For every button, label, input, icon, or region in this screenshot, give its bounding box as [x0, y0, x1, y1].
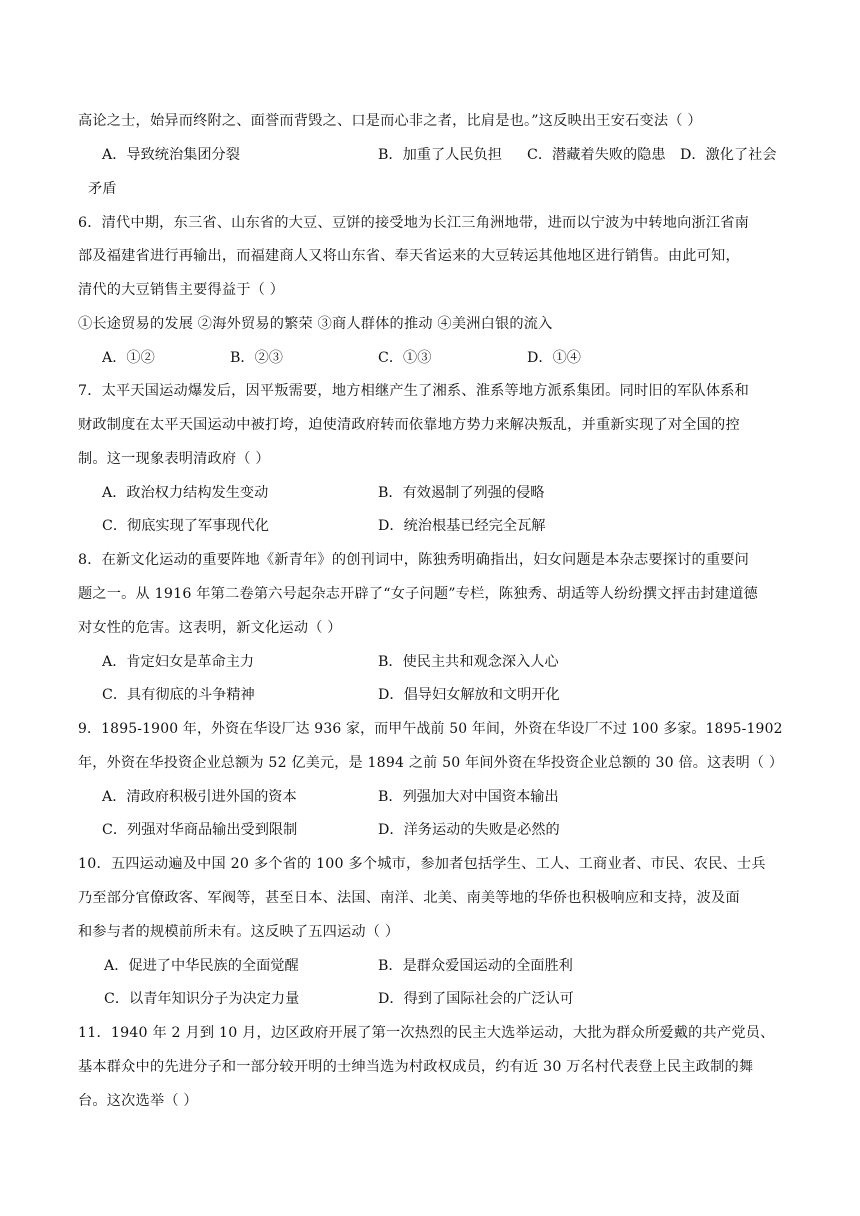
question-6-stem-line: 6．清代中期，东三省、山东省的大豆、豆饼的接受地为长江三角洲地带，进而以宁波为中转地向浙江省南	[78, 215, 750, 231]
question-9-option-d: D．洋务运动的失败是必然的	[378, 822, 560, 838]
question-8-stem-line: 8．在新文化运动的重要阵地《新青年》的创刊词中，陈独秀明确指出，妇女问题是本杂志要探讨的重要问	[78, 552, 750, 568]
question-10-stem-line: 和参与者的规模前所未有。这反映了五四运动（ ）	[78, 924, 400, 940]
question-9-option-a: A．清政府积极引进外国的资本	[102, 789, 297, 805]
question-5-option-a: A．导致统治集团分裂	[102, 147, 240, 163]
question-6-option-a: A．①②	[102, 350, 155, 366]
question-7-stem-line: 7．太平天国运动爆发后，因平叛需要，地方相继产生了湘系、淮系等地方派系集团。同时旧的军队体系和	[78, 383, 750, 399]
question-8-option-c: C．具有彻底的斗争精神	[102, 687, 255, 703]
question-7-stem-line: 财政制度在太平天国运动中被打垮，迫使清政府转而依靠地方势力来解决叛乱，并重新实现了对全国的控	[78, 417, 740, 433]
question-7-option-d: D．统治根基已经完全瓦解	[378, 518, 546, 534]
question-5-option-c: C．潜藏着失败的隐患	[527, 147, 666, 163]
question-9-option-c: C．列强对华商品输出受到限制	[102, 822, 298, 838]
question-6-option-c: C．①③	[378, 350, 432, 366]
question-8-option-a: A．肯定妇女是革命主力	[102, 654, 255, 670]
question-8-option-d: D．倡导妇女解放和文明开化	[378, 687, 560, 703]
question-9-stem-line: 年，外资在华投资企业总额为 52 亿美元，是 1894 之前 50 年间外资在华投资企业总额的 30 倍。这表明（ ）	[78, 755, 784, 771]
question-7-option-a: A．政治权力结构发生变动	[102, 485, 269, 501]
question-6-option-d: D．①④	[527, 350, 581, 366]
question-10-option-d: D．得到了国际社会的广泛认可	[378, 991, 574, 1007]
question-6-option-b: B．②③	[230, 350, 283, 366]
question-8-stem-line: 对女性的危害。这表明，新文化运动（ ）	[78, 620, 342, 636]
question-9-option-b: B．列强加大对中国资本输出	[378, 789, 559, 805]
question-5-option-d: D．激化了社会	[680, 147, 777, 163]
question-10-option-a: A．促进了中华民族的全面觉醒	[104, 958, 299, 974]
question-6-stem-line: 部及福建省进行再输出，而福建商人又将山东省、奉天省运来的大豆转运其他地区进行销售。由此可知，	[78, 248, 740, 264]
question-9-stem-line: 9．1895-1900 年，外资在华设厂达 936 家，而甲午战前 50 年间，外资在华设厂不过 100 多家。1895-1902	[78, 721, 783, 737]
question-11-stem-line: 11．1940 年 2 月到 10 月，边区政府开展了第一次热烈的民主大选举运动，大批为群众所爱戴的共产党员、	[78, 1025, 775, 1041]
question-10-option-b: B．是群众爱国运动的全面胜利	[378, 958, 573, 974]
question-10-stem-line: 10．五四运动遍及中国 20 多个省的 100 多个城市，参加者包括学生、工人、工商业者、市民、农民、士兵	[78, 856, 766, 872]
question-10-option-c: C．以青年知识分子为决定力量	[104, 991, 300, 1007]
question-11-stem-line: 基本群众中的先进分子和一部分较开明的士绅当选为村政权成员，约有近 30 万名村代表登上民主政制的舞	[78, 1059, 754, 1075]
question-6-stem-line: 清代的大豆销售主要得益于（ ）	[78, 282, 285, 298]
question-10-stem-line: 乃至部分官僚政客、军阀等，甚至日本、法国、南洋、北美、南美等地的华侨也积极响应和支持，波及面	[78, 890, 740, 906]
question-5-stem-tail: 高论之士，始异而终附之、面誉而背毁之、口是而心非之者，比肩是也。”这反映出王安石变法（ ）	[78, 113, 702, 129]
question-8-option-b: B．使民主共和观念深入人心	[378, 654, 559, 670]
question-6-statements: ①长途贸易的发展 ②海外贸易的繁荣 ③商人群体的推动 ④美洲白银的流入	[78, 316, 553, 332]
question-5-option-d-wrap: 矛盾	[88, 181, 117, 197]
question-8-stem-line: 题之一。从 1916 年第二卷第六号起杂志开辟了“女子问题”专栏，陈独秀、胡适等人纷纷撰文抨击封建道德	[78, 586, 758, 602]
question-11-stem-line: 台。这次选举（ ）	[78, 1093, 198, 1109]
question-5-option-b: B．加重了人民负担	[378, 147, 502, 163]
question-7-stem-line: 制。这一现象表明清政府（ ）	[78, 451, 270, 467]
question-7-option-b: B．有效遏制了列强的侵略	[378, 485, 545, 501]
question-7-option-c: C．彻底实现了军事现代化	[102, 518, 269, 534]
